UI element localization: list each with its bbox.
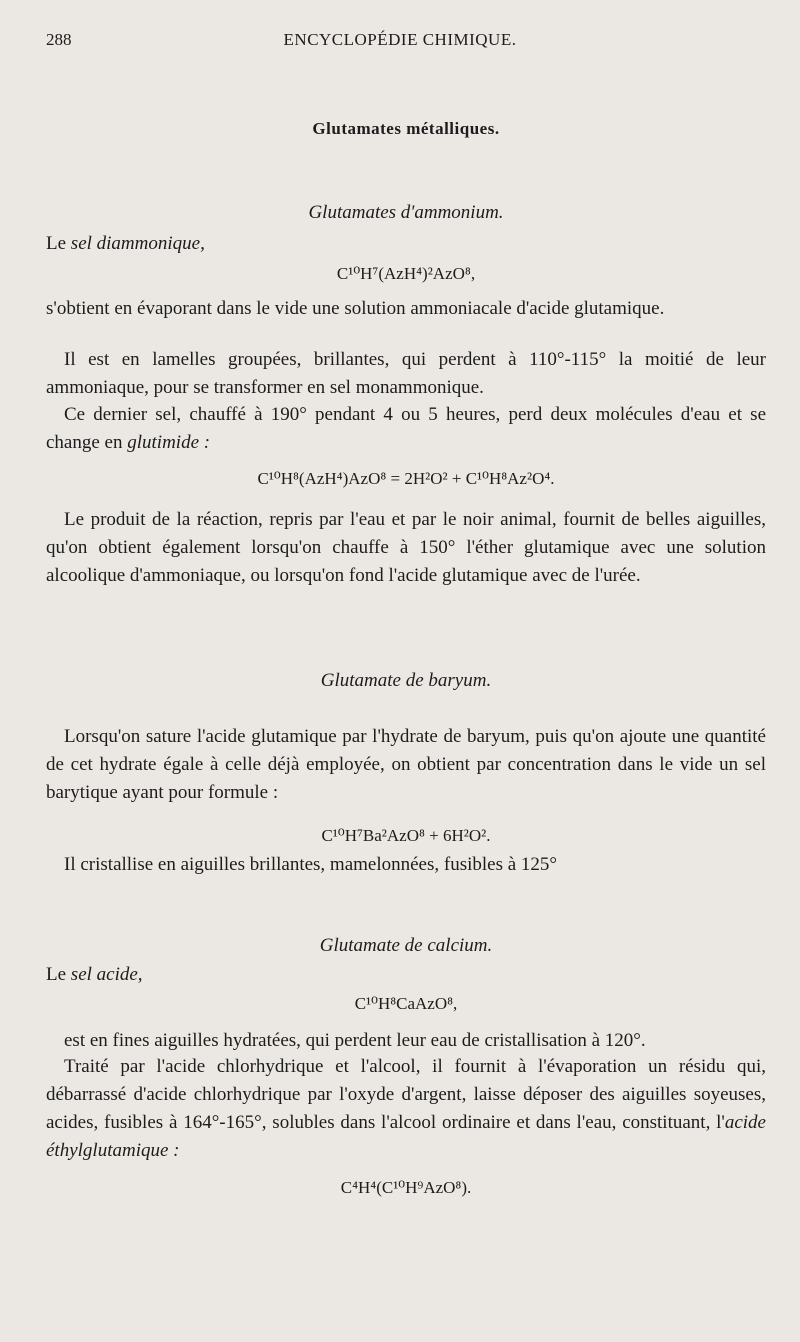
ammonium-paragraph-4: Le produit de la réaction, repris par l'eau et par le noir animal, fournit de belles aiguilles, qu'on obtient également lorsqu'on chauffe à 150° l'éther glutamique avec une solution alcoolique d'ammoniaque, ou lorsqu'on fond l'acide glutamique avec de l'urée. <box>46 509 766 586</box>
ammonium-paragraph-3: Ce dernier sel, chauffé à 190° pendant 4 ou 5 heures, perd deux molécules d'eau et se change en glutimide : <box>46 404 766 453</box>
section-title: Glutamates métalliques. <box>312 119 500 138</box>
baryum-paragraph-2: Il cristallise en aiguilles brillantes, mamelonnées, fusibles à 125° <box>64 854 558 875</box>
calcium-title: Glutamate de calcium. <box>319 935 493 956</box>
page-number: 288 <box>46 30 72 49</box>
ammonium-formula-1: C¹⁰H⁷(AzH⁴)²AzO⁸, <box>336 264 476 283</box>
calcium-paragraph-2: Traité par l'acide chlorhydrique et l'alcool, il fournit à l'évaporation un résidu qui, débarrassé d'acide chlorhydrique par l'oxyde d'argent, laisse déposer des aiguilles soyeuses, acides, fusibles à 164°-165°, solubles dans l'alcool ordinaire et dans l'eau, constituant, l'acide éthylglutamique : <box>46 1056 766 1161</box>
baryum-formula: C¹⁰H⁷Ba²AzO⁸ + 6H²O². <box>321 826 491 845</box>
calcium-intro: Le sel acide, <box>46 964 143 985</box>
baryum-paragraph-1: Lorsqu'on sature l'acide glutamique par l'hydrate de baryum, puis qu'on ajoute une quantité de cet hydrate égale à celle déjà employée, on obtient par concentration dans le vide un sel barytique ayant pour formule : <box>46 726 766 803</box>
calcium-formula-2: C⁴H⁴(C¹⁰H⁹AzO⁸). <box>340 1178 472 1197</box>
calcium-formula-1: C¹⁰H⁸CaAzO⁸, <box>354 994 458 1013</box>
running-title: ENCYCLOPÉDIE CHIMIQUE. <box>283 30 517 49</box>
page-header <box>46 30 754 54</box>
ammonium-paragraph-1: s'obtient en évaporant dans le vide une solution ammoniacale d'acide glutamique. <box>46 298 665 319</box>
ammonium-formula-2: C¹⁰H⁸(AzH⁴)AzO⁸ = 2H²O² + C¹⁰H⁸Az²O⁴. <box>257 469 555 488</box>
ammonium-intro: Le sel diammonique, <box>46 233 205 254</box>
calcium-paragraph-1: est en fines aiguilles hydratées, qui perdent leur eau de cristallisation à 120°. <box>64 1030 646 1051</box>
ammonium-title: Glutamates d'ammonium. <box>308 202 504 223</box>
ammonium-paragraph-2: Il est en lamelles groupées, brillantes, qui perdent à 110°-115° la moitié de leur ammoniaque, pour se transformer en sel monammonique. <box>46 349 766 398</box>
baryum-title: Glutamate de baryum. <box>320 670 492 691</box>
